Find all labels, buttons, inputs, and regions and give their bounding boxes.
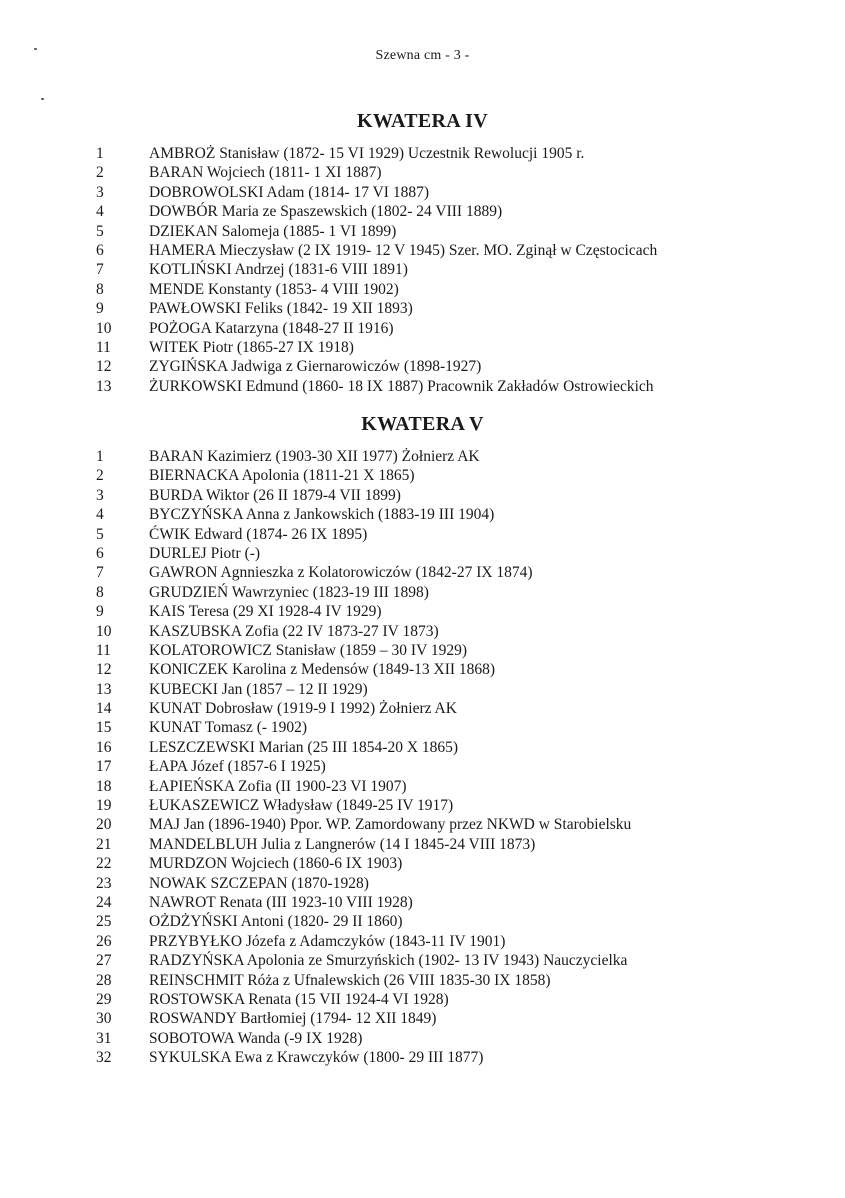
entry-text: KUBECKI Jan (1857 – 12 II 1929) [149,680,368,698]
list-item [0,757,845,776]
entry-text: MURDZON Wojciech (1860-6 IX 1903) [149,855,403,873]
entry-text: BYCZYŃSKA Anna z Jankowskich (1883-19 III 1904) [149,506,495,524]
entry-number: 5 [96,525,104,543]
entry-text: ŁUKASZEWICZ Władysław (1849-25 IV 1917) [149,797,454,815]
entry-text: POŻOGA Katarzyna (1848-27 II 1916) [149,319,394,337]
entry-list-kwatera-v [0,447,845,1068]
list-item [0,299,845,318]
list-item [0,602,845,621]
entry-number: 8 [96,280,104,298]
entry-number: 10 [96,319,112,337]
list-item [0,544,845,563]
entry-text: PRZYBYŁKO Józefa z Adamczyków (1843-11 IV 1901) [149,932,506,950]
section-title-kwatera-iv: KWATERA IV [357,110,488,132]
entry-text: PAWŁOWSKI Feliks (1842- 19 XII 1893) [149,300,413,318]
entry-text: BARAN Wojciech (1811- 1 XI 1887) [149,164,382,182]
list-item [0,486,845,505]
list-item [0,912,845,931]
list-item [0,260,845,279]
entry-text: ROSWANDY Bartłomiej (1794- 12 XII 1849) [149,1010,437,1028]
entry-text: SOBOTOWA Wanda (-9 IX 1928) [149,1029,363,1047]
list-item [0,990,845,1009]
entry-number: 21 [96,835,112,853]
entry-text: ŁAPA Józef (1857-6 I 1925) [149,758,326,776]
list-item [0,951,845,970]
entry-text: DURLEJ Piotr (-) [149,544,261,562]
entry-text: BIERNACKA Apolonia (1811-21 X 1865) [149,467,415,485]
entry-text: MANDELBLUH Julia z Langnerów (14 I 1845-24 VIII 1873) [149,835,536,853]
entry-text: DZIEKAN Salomeja (1885- 1 VI 1899) [149,222,397,240]
list-item [0,357,845,376]
list-item [0,241,845,260]
entry-text: HAMERA Mieczysław (2 IX 1919- 12 V 1945) Szer. MO. Zginął w Częstocicach [149,241,658,259]
entry-text: NOWAK SZCZEPAN (1870-1928) [149,874,369,892]
list-item [0,777,845,796]
entry-text: KONICZEK Karolina z Medensów (1849-13 XII 1868) [149,661,496,679]
entry-number: 11 [96,641,111,659]
entry-number: 1 [96,145,104,162]
entry-text: MAJ Jan (1896-1940) Ppor. WP. Zamordowany przez NKWD w Starobielsku [149,816,632,834]
list-item [0,680,845,699]
entry-number: 1 [96,448,104,465]
entry-text: MENDE Konstanty (1853- 4 VIII 1902) [149,280,399,298]
entry-number: 4 [96,506,104,524]
entry-text: KASZUBSKA Zofia (22 IV 1873-27 IV 1873) [149,622,439,640]
entry-number: 24 [96,893,112,911]
entry-number: 3 [96,183,104,201]
entry-number: 16 [96,738,112,756]
entry-number: 4 [96,203,104,221]
entry-number: 6 [96,241,104,259]
entry-number: 25 [96,913,112,931]
entry-number: 26 [96,932,112,950]
entry-number: 20 [96,816,112,834]
entry-number: 27 [96,952,112,970]
list-item [0,447,845,466]
list-item [0,377,845,396]
entry-number: 7 [96,564,104,582]
entry-text: WITEK Piotr (1865-27 IX 1918) [149,338,354,356]
list-item [0,971,845,990]
list-item [0,660,845,679]
entry-number: 28 [96,971,112,989]
entry-number: 3 [96,486,104,504]
list-item [0,1009,845,1028]
entry-list-kwatera-iv [0,144,845,396]
list-item [0,893,845,912]
list-item [0,183,845,202]
entry-number: 13 [96,377,112,395]
entry-text: SYKULSKA Ewa z Krawczyków (1800- 29 III 1877) [149,1049,484,1067]
entry-text: KUNAT Tomasz (- 1902) [149,719,308,737]
list-item [0,319,845,338]
list-item [0,874,845,893]
entry-text: AMBROŻ Stanisław (1872- 15 VI 1929) Uczestnik Rewolucji 1905 r. [149,145,585,162]
entry-text: GRUDZIEŃ Wawrzyniec (1823-19 III 1898) [149,583,429,601]
entry-text: GAWRON Agnnieszka z Kolatorowiczów (1842-27 IX 1874) [149,564,533,582]
entry-text: DOWBÓR Maria ze Spaszewskich (1802- 24 VIII 1889) [149,203,503,221]
list-item [0,280,845,299]
entry-number: 23 [96,874,112,892]
list-item [0,163,845,182]
entry-number: 29 [96,990,112,1008]
entry-number: 6 [96,544,104,562]
list-item [0,641,845,660]
list-item [0,718,845,737]
list-item [0,144,845,163]
entry-text: KAIS Teresa (29 XI 1928-4 IV 1929) [149,603,382,621]
entry-number: 12 [96,661,112,679]
entry-text: ŻURKOWSKI Edmund (1860- 18 IX 1887) Pracownik Zakładów Ostrowieckich [149,377,654,395]
list-item [0,932,845,951]
list-item [0,583,845,602]
entry-number: 5 [96,222,104,240]
entry-text: ZYGIŃSKA Jadwiga z Giernarowiczów (1898-1927) [149,358,482,376]
entry-text: DOBROWOLSKI Adam (1814- 17 VI 1887) [149,183,429,201]
entry-number: 19 [96,797,112,815]
entry-number: 30 [96,1010,112,1028]
list-item [0,563,845,582]
entry-number: 18 [96,777,112,795]
list-item [0,525,845,544]
entry-text: BARAN Kazimierz (1903-30 XII 1977) Żołnierz AK [149,448,480,465]
entry-number: 14 [96,700,112,718]
entry-number: 13 [96,680,112,698]
entry-number: 32 [96,1049,112,1067]
entry-number: 9 [96,603,104,621]
entry-text: BURDA Wiktor (26 II 1879-4 VII 1899) [149,486,401,504]
list-item [0,738,845,757]
entry-text: ROSTOWSKA Renata (15 VII 1924-4 VI 1928) [149,990,449,1008]
entry-number: 22 [96,855,112,873]
list-item [0,338,845,357]
entry-text: KOTLIŃSKI Andrzej (1831-6 VIII 1891) [149,261,408,279]
list-item [0,835,845,854]
list-item [0,854,845,873]
entry-number: 9 [96,300,104,318]
list-item [0,202,845,221]
list-item [0,1048,845,1067]
entry-number: 31 [96,1029,112,1047]
entry-text: ŁAPIEŃSKA Zofia (II 1900-23 VI 1907) [149,777,407,795]
entry-number: 15 [96,719,112,737]
entry-text: OŻDŻYŃSKI Antoni (1820- 29 II 1860) [149,913,403,931]
entry-text: KOLATOROWICZ Stanisław (1859 – 30 IV 1929) [149,641,468,659]
entry-number: 2 [96,164,104,182]
entry-text: REINSCHMIT Róża z Ufnalewskich (26 VIII 1835-30 IX 1858) [149,971,551,989]
list-item [0,505,845,524]
entry-number: 2 [96,467,104,485]
entry-text: RADZYŃSKA Apolonia ze Smurzyńskich (1902- 13 IV 1943) Nauczycielka [149,952,628,970]
entry-number: 12 [96,358,112,376]
entry-number: 8 [96,583,104,601]
list-item [0,222,845,241]
list-item [0,466,845,485]
entry-number: 17 [96,758,112,776]
list-item [0,699,845,718]
section-title-kwatera-v: KWATERA V [361,413,484,435]
list-item [0,815,845,834]
entry-number: 11 [96,338,111,356]
scan-speck [41,98,44,100]
list-item [0,622,845,641]
list-item [0,796,845,815]
entry-text: NAWROT Renata (III 1923-10 VIII 1928) [149,893,413,911]
entry-text: LESZCZEWSKI Marian (25 III 1854-20 X 1865) [149,738,459,756]
page-header: Szewna cm - 3 - [375,48,470,63]
entry-number: 7 [96,261,104,279]
entry-text: ĆWIK Edward (1874- 26 IX 1895) [149,525,368,543]
list-item [0,1029,845,1048]
entry-text: KUNAT Dobrosław (1919-9 I 1992) Żołnierz AK [149,700,457,718]
entry-number: 10 [96,622,112,640]
